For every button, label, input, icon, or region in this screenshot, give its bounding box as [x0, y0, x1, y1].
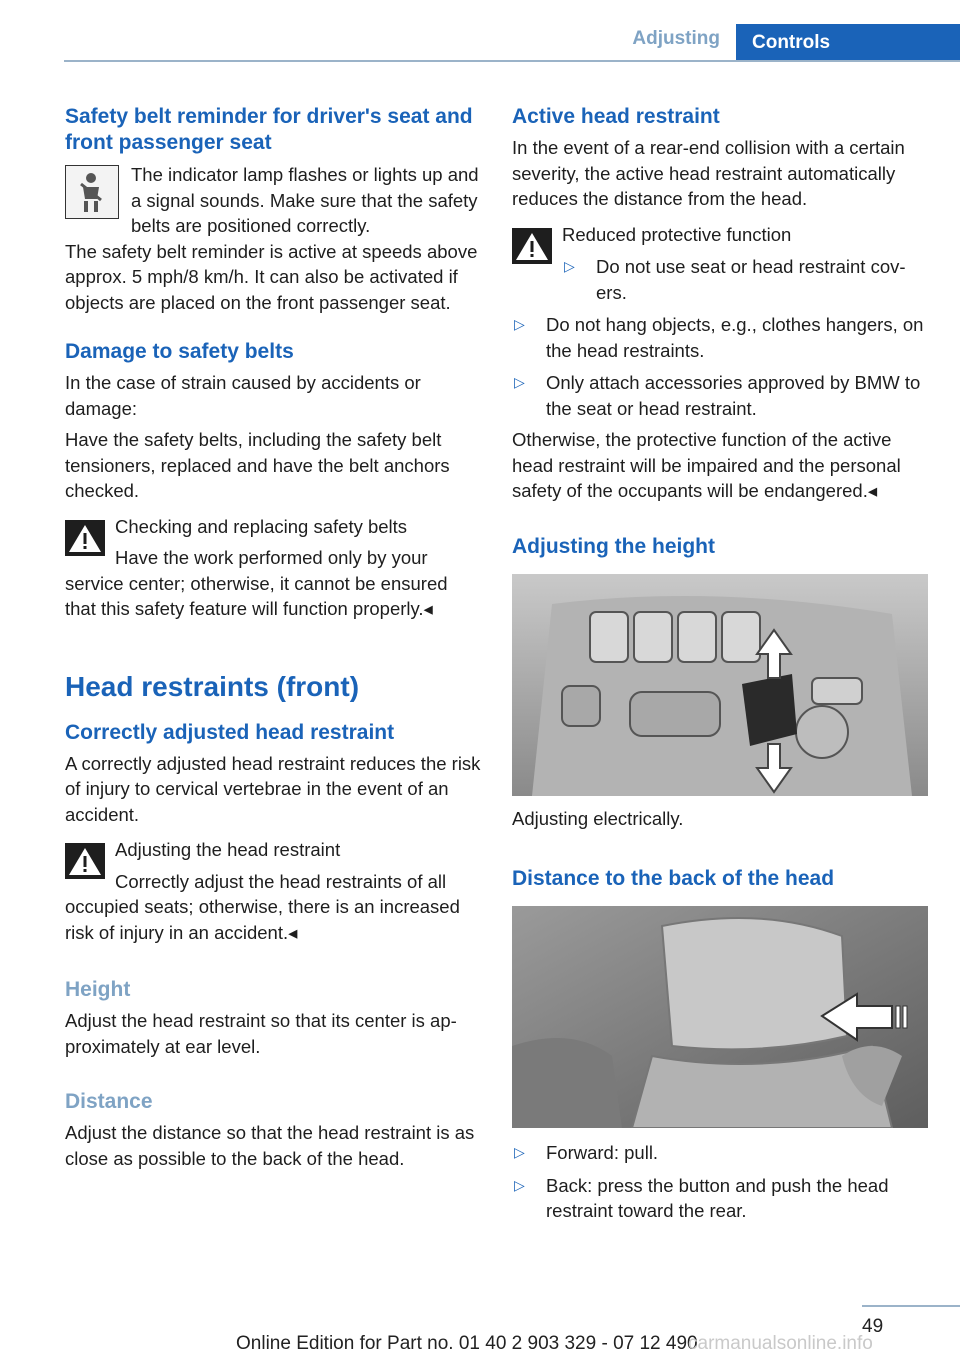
damage-warning: [65, 514, 483, 622]
warning-icon: [512, 228, 552, 264]
edition-note: Online Edition for Part no. 01 40 2 903 329 - 07 12 490: [236, 1333, 698, 1354]
list-item: ▷ Only attach accessories approved by BMW to the seat or head restraint.: [514, 372, 921, 419]
head-restraint-photo: [512, 906, 928, 1128]
correct-adjustment-heading: Correctly adjusted head restraint: [65, 720, 395, 744]
warning-icon: [65, 520, 105, 556]
damage-heading: Damage to safety belts: [65, 340, 294, 363]
distance-heading: Distance: [65, 1090, 153, 1113]
adjust-warning-title: Adjusting the head restraint: [115, 839, 341, 860]
warning-icon: [65, 843, 105, 879]
damage-text-2: Have the safety belts, including the safety belt tensioners, replaced and have the belt anchors checked.: [65, 429, 450, 501]
seat-control-switch-photo: [512, 574, 928, 796]
header-rule: [64, 60, 960, 62]
belt-reminder-lamp-text: The indicator lamp flashes or lights up and a signal sounds. Make sure that the safety belts are positioned correctly.: [131, 164, 479, 236]
bullet-triangle-icon: ▷: [514, 374, 525, 390]
list-item: ▷ Back: press the button and push the head restraint toward the rear.: [514, 1174, 889, 1221]
head-restraints-heading: Head restraints (front): [65, 670, 360, 702]
bullet-triangle-icon: ▷: [514, 1176, 525, 1193]
active-conclusion-text: Otherwise, the protective function of the active head restraint will be impaired and the personal safety of the occupants will be endangered.◂: [512, 429, 901, 501]
damage-warning-title: Checking and replacing safety belts: [115, 515, 408, 537]
header-section-label: Adjusting: [632, 28, 720, 49]
active-warning: [512, 222, 930, 306]
distance-text: Adjust the distance so that the head restraint is as close as possible to the back of the head.: [65, 1122, 475, 1169]
active-head-restraint-text: In the event of a rear-end collision with a certain severity, the active head restraint automatically reduces the distance from the head.: [512, 137, 905, 209]
bullet-triangle-icon: ▷: [564, 258, 575, 274]
footer-rule: [862, 1305, 960, 1307]
damage-text-1: In the case of strain caused by accidents or damage:: [65, 372, 421, 419]
seatbelt-lamp-icon: [65, 165, 119, 219]
bullet-triangle-icon: ▷: [514, 1144, 525, 1160]
right-column: [512, 100, 930, 1224]
page-number: 49: [862, 1316, 884, 1337]
adjust-warning: [65, 837, 483, 945]
damage-warning-text: Have the work performed only by your service center; otherwise, it cannot be ensured that this safety feature will function properly.◂: [65, 547, 448, 619]
height-heading: Height: [65, 978, 131, 1001]
belt-reminder-heading: Safety belt reminder for driver's seat and front passenger seat: [65, 105, 473, 154]
belt-reminder-lamp-block: [65, 162, 483, 239]
distance-to-head-heading: Distance to the back of the head: [512, 867, 835, 890]
watermark: carmanualsonline.info: [688, 1333, 873, 1354]
list-item: ▷ Forward: pull.: [512, 1140, 930, 1166]
active-warning-title: Reduced protective function: [562, 223, 792, 245]
correct-adjustment-text: A correctly adjusted head restraint reduces the risk of injury to cervical vertebrae in the event of an accident.: [65, 752, 481, 825]
adjust-warning-text: Correctly adjust the head restraints of all occupied seats; otherwise, there is an increased risk of injury in an accident.◂: [65, 870, 460, 943]
height-text: Adjust the head restraint so that its center is approximately at ear level.: [65, 1010, 457, 1057]
active-head-restraint-heading: Active head restraint: [512, 105, 720, 128]
adjusting-height-heading: Adjusting the height: [512, 534, 715, 558]
belt-reminder-body: The safety belt reminder is active at speeds above approx. 5 mph/8 km/h. It can also be activated if objects are placed on the front passenger seat.: [65, 240, 478, 313]
left-column: [65, 100, 483, 1171]
list-item: ▷ Do not use seat or head restraint covers.: [564, 256, 906, 303]
height-photo-caption: Adjusting electrically.: [512, 807, 684, 829]
list-item: ▷ Do not hang objects, e.g., clothes hangers, on the head restraints.: [514, 314, 924, 361]
header-tab-controls: Controls: [736, 24, 960, 61]
bullet-triangle-icon: ▷: [514, 316, 525, 332]
